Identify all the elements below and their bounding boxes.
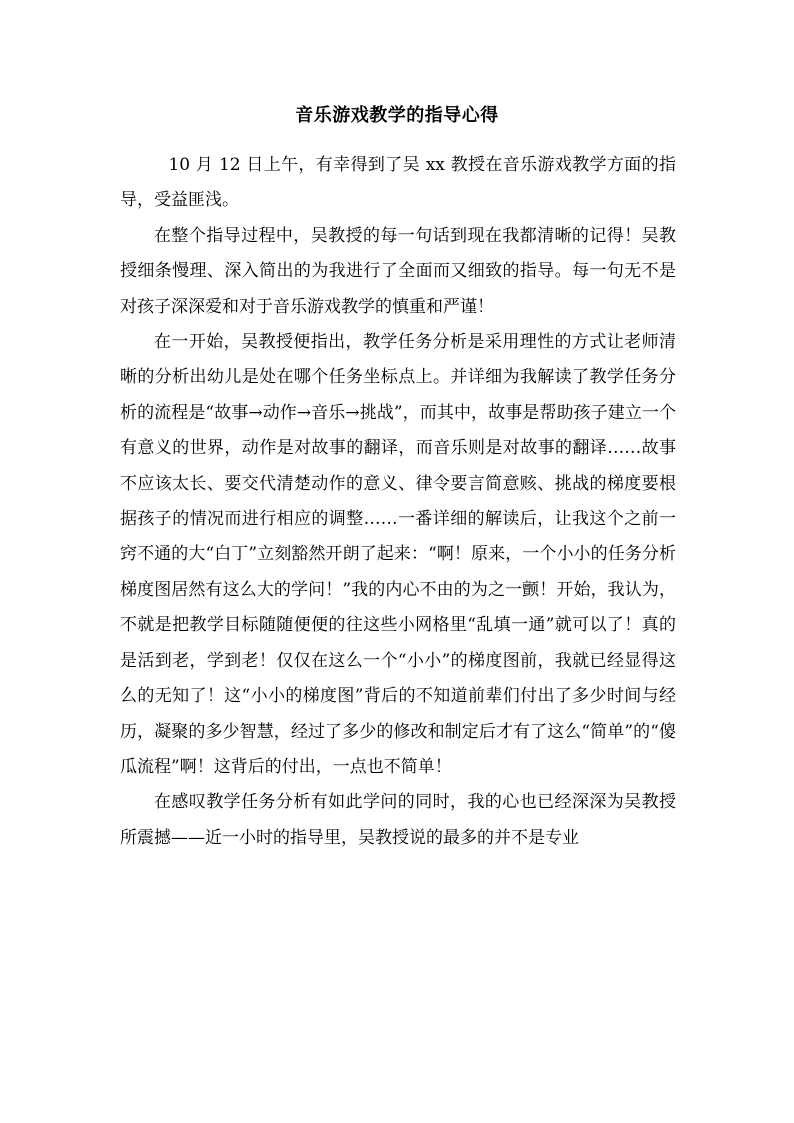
document-title: 音乐游戏教学的指导心得: [295, 105, 499, 126]
paragraph-1: 10 月 12 日上午，有幸得到了吴 xx 教授在音乐游戏教学方面的指导，受益匪浅。: [120, 155, 676, 211]
paragraph-4: 在感叹教学任务分析有如此学问的同时，我的心也已经深深为吴教授所震撼——近一小时的指导里，吴教授说的最多的并不是专业: [120, 792, 676, 848]
paragraph-2: 在整个指导过程中，吴教授的每一句话到现在我都清晰的记得！吴教授细条慢理、深入简出的为我进行了全面而又细致的指导。每一句无不是对孩子深深爱和对于音乐游戏教学的慎重和严谨！: [120, 225, 676, 317]
paragraph-3: 在一开始，吴教授便指出，教学任务分析是采用理性的方式让老师清晰的分析出幼儿是处在哪个任务坐标点上。并详细为我解读了教学任务分析的流程是“故事→动作→音乐→挑战”，而其中，故事是帮助孩子建立一个有意义的世界，动作是对故事的翻译，而音乐则是对故事的翻译……故事不应该太长、要交代清楚动作的意义、律令要言简意赅、挑战的梯度要根据孩子的情况而进行相应的调整……一番详细的解读后，让我这个之前一窍不通的大“白丁”立刻豁然开朗了起来：“啊！原来，一个小小的任务分析梯度图居然有这么大的学问！”我的内心不由的为之一颤！开始，我认为，不就是把教学目标随随便便的往这些小网格里“乱填一通”就可以了！真的是活到老，学到老！仅仅在这么一个“小小”的梯度图前，我就已经显得这么的无知了！这“小小的梯度图”背后的不知道前辈们付出了多少时间与经历，凝聚的多少智慧，经过了多少的修改和制定后才有了这么“简单”的“傻瓜流程”啊！这背后的付出，一点也不简单！: [120, 332, 676, 777]
document-body: [120, 148, 676, 856]
